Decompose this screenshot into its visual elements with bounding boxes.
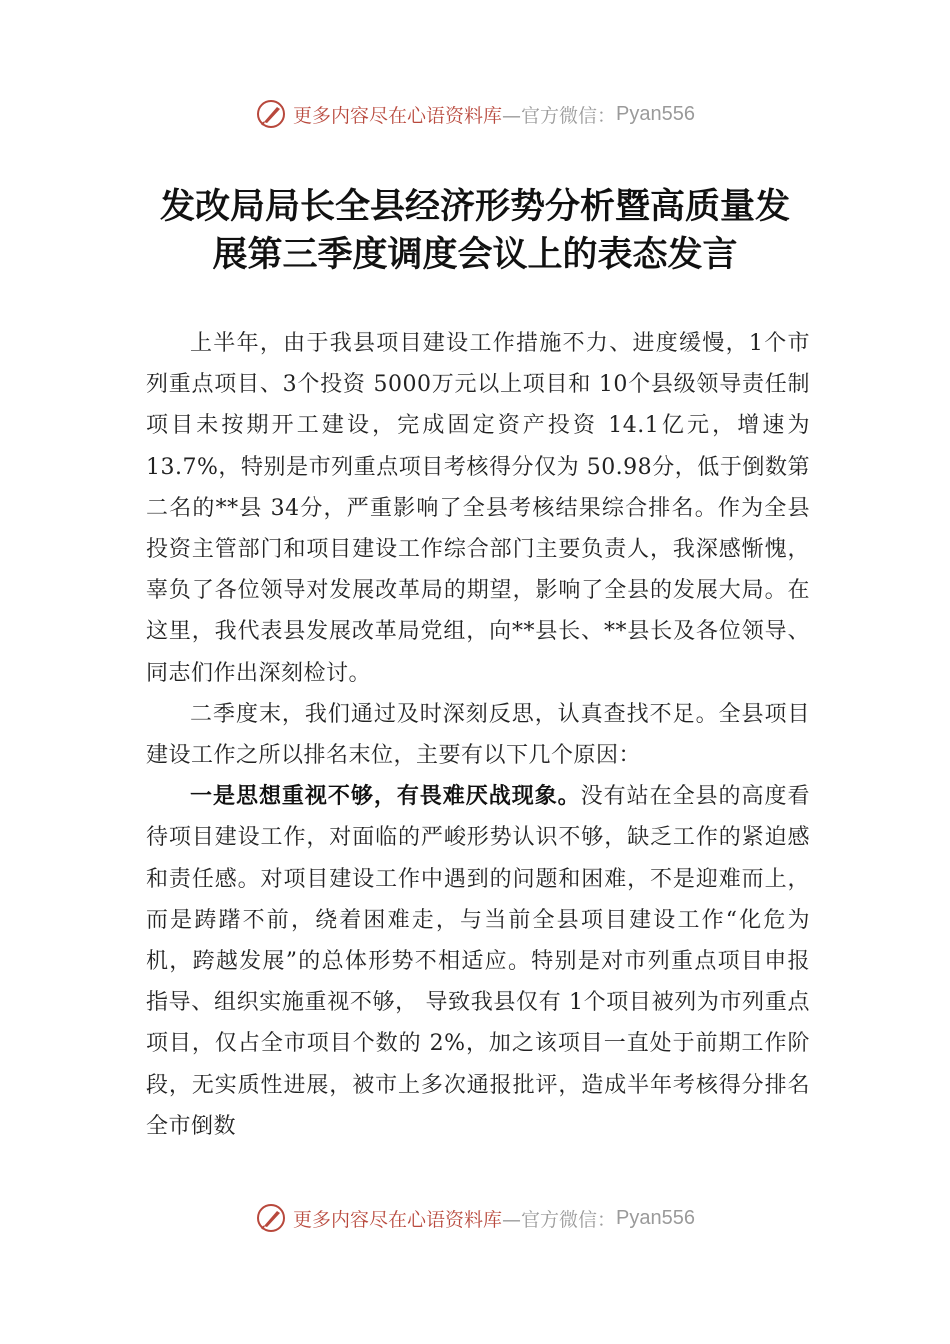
document-body [146,323,810,1147]
watermark-wechat-id: Pyan556 [616,102,695,125]
paragraph-1: 上半年，由于我县项目建设工作措施不力、进度缓慢，1个市列重点项目、3个投资 5000万元以上项目和 10个县级领导责任制项目未按期开工建设，完成固定资产投资 14.1亿元，增速为 13.7%，特别是市列重点项目考核得分仅为 50.98分，低于倒数第二名的**县 34分，严重影响了全县考核结果综合排名。作为全县投资主管部门和项目建设工作综合部门主要负责人，我深感惭愧，辜负了各位领导对发展改革局的期望，影响了全县的发展大局。在这里，我代表县发展改革局党组，向**县长、**县长及各位领导、同志们作出深刻检讨。 [146,331,810,686]
paragraph-3 [146,776,810,1147]
paragraph-3-lead: 一是思想重视不够，有畏难厌战现象。 [190,784,581,810]
paragraph-2: 二季度末，我们通过及时深刻反思，认真查找不足。全县项目建设工作之所以排名末位，主要有以下几个原因： [146,701,810,769]
watermark-library-text: 更多内容尽在心语资料库 [293,1208,503,1231]
watermark-label: —官方微信： [502,1208,617,1231]
title-line-1: 发改局局长全县经济形势分析暨高质量发 [159,186,790,227]
watermark-library-text: 更多内容尽在心语资料库 [293,104,503,127]
watermark-wechat-id: Pyan556 [616,1206,695,1229]
footer-watermark [0,1201,950,1235]
quill-pen-seal-icon [255,1202,287,1234]
quill-pen-seal-icon [255,98,287,130]
document-title [100,183,850,279]
header-watermark [0,97,950,131]
title-line-2: 展第三季度调度会议上的表态发言 [212,234,738,275]
paragraph-3-body: 没有站在全县的高度看待项目建设工作，对面临的严峻形势认识不够，缺乏工作的紧迫感和责任感。对项目建设工作中遇到的问题和困难，不是迎难而上，而是踌躇不前，绕着困难走，与当前全县项目建设工作“化危为机，跨越发展”的总体形势不相适应。特别是对市列重点项目申报指导、组织实施重视不够， 导致我县仅有 1个项目被列为市列重点项目，仅占全市项目个数的 2%，加之该项目一直处于前期工作阶段，无实质性进展，被市上多次通报批评，造成半年考核得分排名全市倒数 [146,784,810,1139]
watermark-label: —官方微信： [502,104,617,127]
